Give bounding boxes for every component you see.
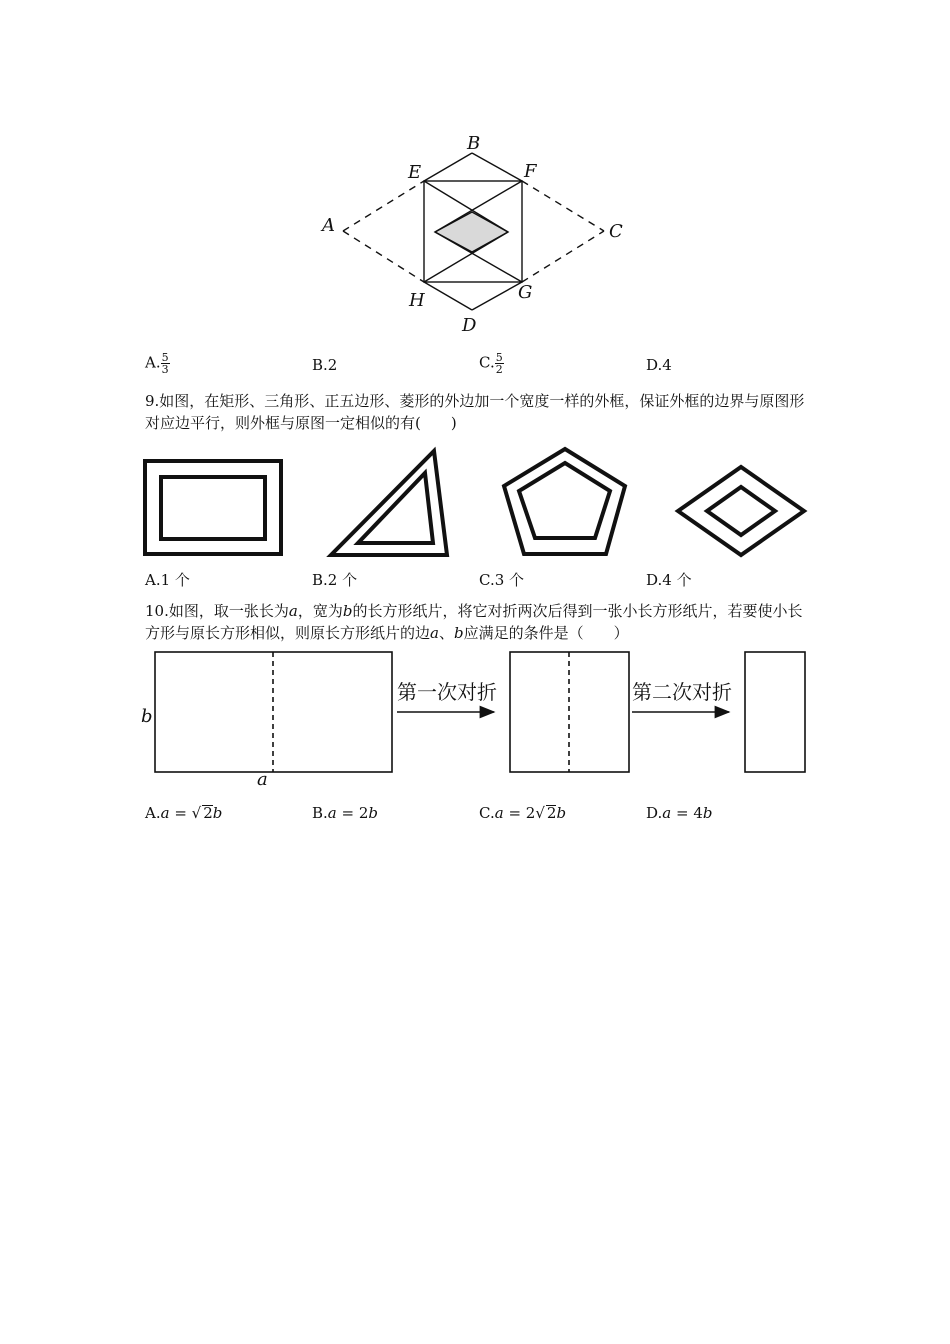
label-a: a xyxy=(257,769,268,790)
q10-option-b[interactable]: B.a = 2b xyxy=(312,804,379,822)
q8-figure xyxy=(315,125,635,340)
q10-option-c[interactable]: C.a = 2√ 2b xyxy=(479,804,567,822)
q9-option-b[interactable]: B.2 个 xyxy=(312,571,358,589)
edge-HD xyxy=(424,282,472,310)
label-D: D xyxy=(462,315,477,336)
dashed-AE xyxy=(343,181,424,231)
fraction: $\frac{5}{3}$ xyxy=(161,351,169,376)
rhombus-inner xyxy=(707,487,775,535)
label-F: F xyxy=(524,161,537,182)
edge-GD xyxy=(472,282,522,310)
dashed-FC xyxy=(522,181,604,231)
rhombus-outer xyxy=(678,467,804,555)
label-E: E xyxy=(408,162,422,183)
edge-BE xyxy=(424,153,472,181)
pentagon-inner xyxy=(519,463,610,538)
q8-option-d[interactable]: D.4 xyxy=(646,356,672,374)
q9-text: 9.如图，在矩形、三角形、正五边形、菱形的外边加一个宽度一样的外框，保证外框的边界与原图形对应边平行，则外框与原图一定相似的有( ) xyxy=(145,392,805,432)
q8-option-a[interactable]: A. $\frac{5}{3}$ xyxy=(145,351,169,376)
q10-option-d[interactable]: D.a = 4b xyxy=(646,804,713,822)
fraction: $\frac{5}{2}$ xyxy=(495,351,503,376)
edge-BF xyxy=(472,153,522,181)
label-G: G xyxy=(518,282,533,303)
q10-option-a[interactable]: A.a = √ 2b xyxy=(145,804,223,822)
label-C: C xyxy=(609,221,623,242)
label-b: b xyxy=(141,706,153,727)
q9-option-c[interactable]: C.3 个 xyxy=(479,571,525,589)
radicand: 2 xyxy=(546,804,557,822)
dashed-GC xyxy=(522,231,604,282)
arrow-label-second-fold: 第二次对折 xyxy=(632,680,732,704)
q9-option-a[interactable]: A.1 个 xyxy=(145,571,190,589)
label-H: H xyxy=(409,290,425,311)
triangle-inner xyxy=(358,473,433,543)
radicand: 2 xyxy=(203,804,213,822)
label-A: A xyxy=(322,215,335,236)
rectangle-inner xyxy=(161,477,265,539)
dashed-AH xyxy=(343,231,424,282)
q9-figures xyxy=(140,445,810,565)
q8-option-c[interactable]: C. $\frac{5}{2}$ xyxy=(479,351,503,376)
arrow-label-first-fold: 第一次对折 xyxy=(397,680,497,704)
shaded-rhombus xyxy=(435,212,508,252)
q10-text: 10.如图，取一张长为a，宽为b的长方形纸片，将它对折两次后得到一张小长方形纸片，若要使小长方形与原长方形相似，则原长方形纸片的边a、b应满足的条件是（ ） xyxy=(145,602,803,642)
label-B: B xyxy=(467,133,481,154)
q10-figure xyxy=(135,645,810,790)
q9-option-d[interactable]: D.4 个 xyxy=(646,571,692,589)
paper-folded-twice xyxy=(745,652,805,772)
q8-option-b[interactable]: B.2 xyxy=(312,356,338,374)
